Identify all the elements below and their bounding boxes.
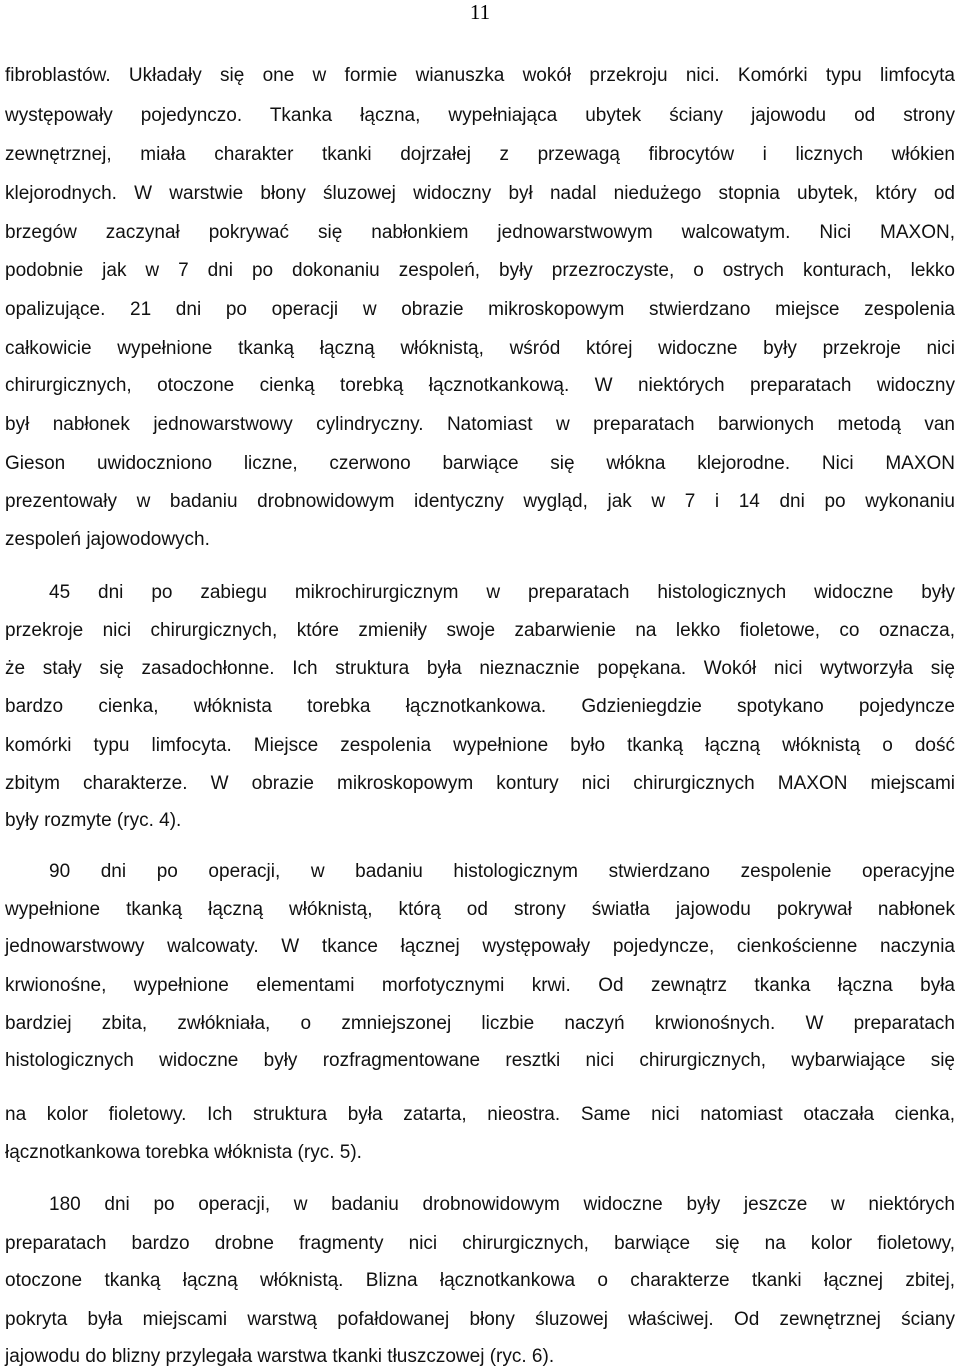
text-line: były rozmyte (ryc. 4). [5, 810, 182, 831]
text-line: fibroblastów. Układały się one w formie wianuszka wokół przekroju nici. Komórki typu limfocyta [5, 65, 955, 86]
text-line: zbitym charakterze. W obrazie mikroskopowym kontury nici chirurgicznych MAXON miejscami [5, 773, 955, 794]
text-line: prezentowały w badaniu drobnowidowym identyczny wygląd, jak w 7 i 14 dni po wykonaniu [5, 491, 955, 512]
text-line: komórki typu limfocyta. Miejsce zespolenia wypełnione było tkanką łączną włóknistą o dość [5, 735, 955, 756]
text-line: jajowodu do blizny przylegała warstwa tkanki tłuszczowej (ryc. 6). [5, 1346, 555, 1367]
text-line: łącznotkankowa torebka włóknista (ryc. 5). [5, 1142, 362, 1163]
text-line: preparatach bardzo drobne fragmenty nici chirurgicznych, barwiące się na kolor fioletowy, [5, 1233, 955, 1254]
text-line: histologicznych widoczne były rozfragmentowane resztki nici chirurgicznych, wybarwiające się [5, 1050, 955, 1071]
text-line: zewnętrznej, miała charakter tkanki dojrzałej z przewagą fibrocytów i licznych włókien [5, 144, 955, 165]
text-line: jednowarstwowy walcowaty. W tkance łącznej występowały pojedyncze, cienkościenne naczynia [5, 936, 955, 957]
text-line: 90 dni po operacji, w badaniu histologicznym stwierdzano zespolenie operacyjne [49, 861, 955, 882]
text-line: występowały pojedynczo. Tkanka łączna, wypełniająca ubytek ściany jajowodu od strony [5, 105, 955, 126]
text-line: że stały się zasadochłonne. Ich struktura była nieznacznie popękana. Wokół nici wytworzyła się [5, 658, 955, 679]
text-line: krwionośne, wypełnione elementami morfotycznymi krwi. Od zewnątrz tkanka łączna była [5, 975, 955, 996]
text-line: 45 dni po zabiegu mikrochirurgicznym w preparatach histologicznych widoczne były [49, 582, 955, 603]
text-line: otoczone tkanką łączną włóknistą. Blizna łącznotkankowa o charakterze tkanki łącznej zbitej, [5, 1270, 955, 1291]
text-line: 180 dni po operacji, w badaniu drobnowidowym widoczne były jeszcze w niektórych [49, 1194, 955, 1215]
text-line: wypełnione tkanką łączną włóknistą, którą od strony światła jajowodu pokrywał nabłonek [5, 899, 955, 920]
text-line: zespoleń jajowodowych. [5, 529, 210, 550]
text-line: podobnie jak w 7 dni po dokonaniu zespoleń, były przezroczyste, o ostrych konturach, lekko [5, 260, 955, 281]
text-line: brzegów zaczynał pokrywać się nabłonkiem jednowarstwowym walcowatym. Nici MAXON, [5, 222, 955, 243]
text-line: bardzo cienka, włóknista torebka łącznotkankowa. Gdzieniegdzie spotykano pojedyncze [5, 696, 955, 717]
text-line: bardziej zbita, zwłókniała, o zmniejszonej liczbie naczyń krwionośnych. W preparatach [5, 1013, 955, 1034]
text-line: na kolor fioletowy. Ich struktura była zatarta, nieostra. Same nici natomiast otaczała cienka, [5, 1104, 955, 1125]
page-number: 11 [469, 0, 491, 24]
text-line: był nabłonek jednowarstwowy cylindryczny. Natomiast w preparatach barwionych metodą van [5, 414, 955, 435]
text-line: pokryta była miejscami warstwą pofałdowanej błony śluzowej właściwej. Od zewnętrznej ściany [5, 1309, 955, 1330]
text-line: Gieson uwidoczniono liczne, czerwono barwiące się włókna klejorodne. Nici MAXON [5, 453, 955, 474]
text-line: całkowicie wypełnione tkanką łączną włóknistą, wśród której widoczne były przekroje nici [5, 338, 955, 359]
text-line: chirurgicznych, otoczone cienką torebką łącznotkankową. W niektórych preparatach widoczny [5, 375, 955, 396]
text-line: przekroje nici chirurgicznych, które zmieniły swoje zabarwienie na lekko fioletowe, co oznacza, [5, 620, 955, 641]
text-line: klejorodnych. W warstwie błony śluzowej widoczny był nadal niedużego stopnia ubytek, który od [5, 183, 955, 204]
text-line: opalizujące. 21 dni po operacji w obrazie mikroskopowym stwierdzano miejsce zespolenia [5, 299, 955, 320]
